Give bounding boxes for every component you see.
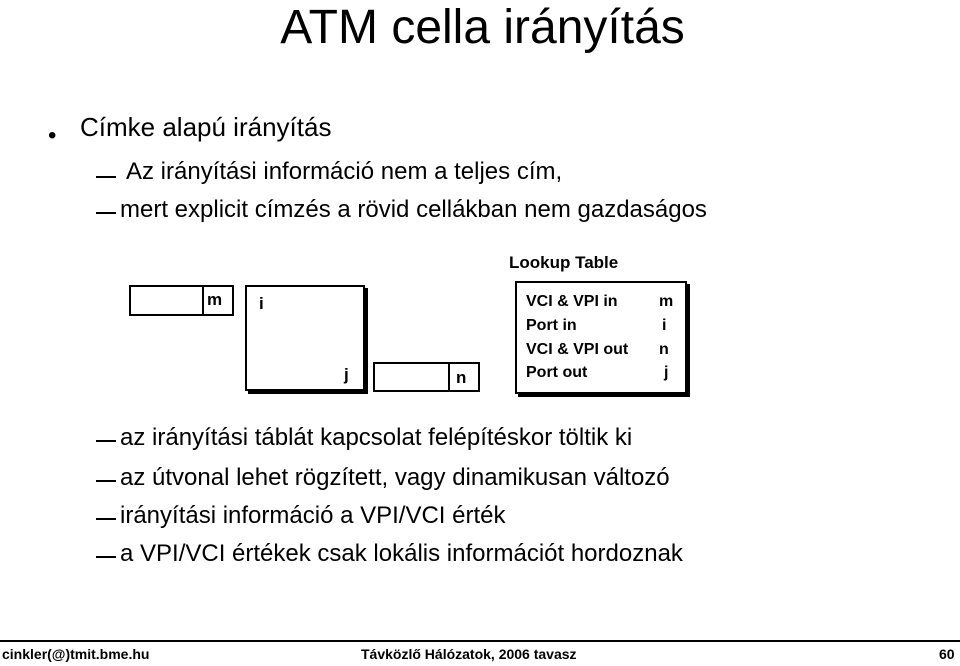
lookup-row-key: VCI & VPI in	[526, 293, 618, 310]
incoming-cell-label: m	[207, 290, 223, 309]
slide-title: ATM cella irányítás	[280, 1, 685, 54]
sub-bullet-text: a VPI/VCI értékek csak lokális információt hordoznak	[120, 540, 683, 567]
incoming-cell	[129, 285, 234, 316]
lookup-row-value: n	[659, 341, 669, 358]
dash-icon	[96, 518, 116, 520]
lookup-row-key: VCI & VPI out	[526, 341, 629, 358]
cell-payload	[131, 287, 204, 314]
sub-bullet-text: mert explicit címzés a rövid cellákban nem gazdaságos	[120, 196, 707, 223]
main-bullet: Címke alapú irányítás	[80, 112, 332, 142]
footer-course: Távközlő Hálózatok, 2006 tavasz	[361, 646, 577, 662]
switch-in-port-label: i	[259, 294, 264, 313]
dash-icon	[96, 212, 116, 214]
dash-icon	[96, 440, 116, 442]
lookup-row-value: m	[659, 293, 674, 310]
sub-bullet-text: Az irányítási információ nem a teljes cím,	[126, 158, 563, 185]
dash-icon	[96, 176, 116, 178]
dash-icon	[96, 480, 116, 482]
lookup-row-key: Port in	[526, 317, 577, 334]
dash-icon	[96, 556, 116, 558]
lookup-row-value: j	[664, 364, 669, 381]
outgoing-cell-label: n	[456, 368, 467, 387]
sub-bullet-text: az útvonal lehet rögzített, vagy dinamikusan változó	[120, 464, 670, 491]
cell-payload	[375, 364, 450, 390]
lookup-row-key: Port out	[526, 364, 588, 381]
page-number: 60	[939, 646, 955, 662]
sub-bullet-text: az irányítási táblát kapcsolat felépítéskor töltik ki	[120, 424, 633, 451]
lookup-table-title: Lookup Table	[509, 253, 619, 272]
sub-bullet-text: irányítási információ a VPI/VCI érték	[120, 502, 506, 529]
outgoing-cell	[373, 362, 480, 392]
bullet-dot-icon: •	[48, 122, 57, 149]
switch-box	[245, 285, 365, 391]
lookup-row-value: i	[662, 317, 667, 334]
switch-out-port-label: j	[344, 365, 349, 384]
footer-divider	[0, 640, 960, 642]
footer-email: cinkler(@)tmit.bme.hu	[2, 646, 150, 662]
